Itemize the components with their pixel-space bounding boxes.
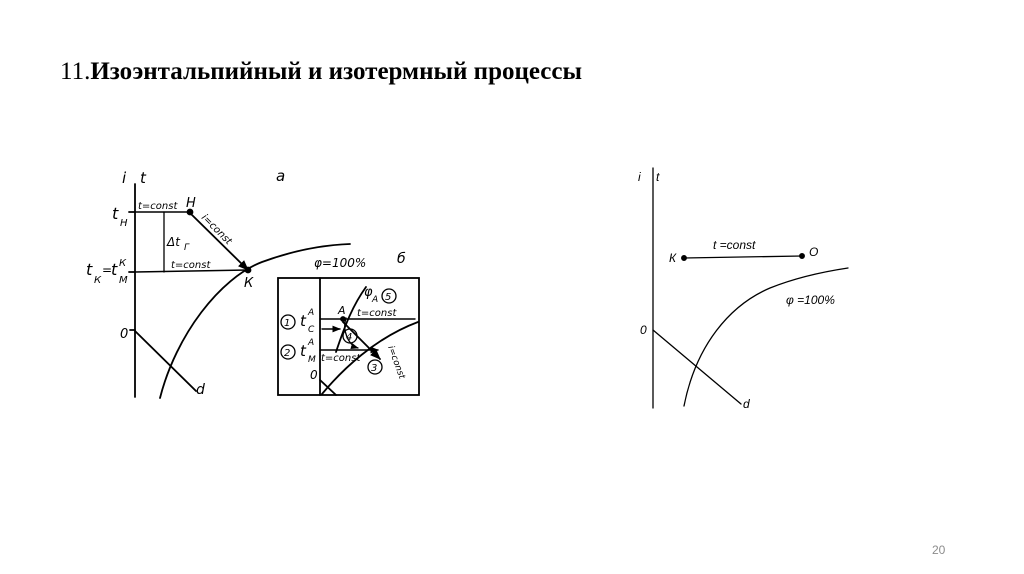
inset-phi-a-sub: А [372,295,379,305]
right-phi-100-label: φ =100% [786,293,835,307]
title-number: 11. [60,58,91,85]
left-delta-t-sub: Г [184,243,190,253]
right-point-o [800,254,805,259]
right-diagram [653,168,848,408]
right-d-label: d [743,397,750,411]
inset-circle-2-label: 2 [284,348,291,359]
right-line-t-const [684,256,802,258]
right-diagram-labels [638,170,835,411]
inset-tm-label: t [300,342,306,360]
inset-phi-a: φ [364,285,373,300]
left-t-const-mid: t=const [171,260,211,271]
inset-i-const: i=const [385,344,407,381]
inset-circle-1-label: 1 [284,318,291,329]
left-i-const: i=const [198,212,234,248]
left-axis-t-label: t [140,169,146,187]
left-point-k [246,268,251,273]
left-diagram-labels [86,167,407,398]
right-axis-t-label: t [656,170,660,184]
left-equals: = [102,263,113,277]
left-origin: 0 [120,327,129,342]
left-tm-sup: К [119,258,127,269]
left-phi-100: φ=100% [314,256,367,270]
left-label-b: б [397,251,406,267]
left-tm-sub: М [119,275,128,286]
inset-t-const-upper: t=const [357,308,397,319]
right-point-k-label: К [669,251,677,265]
left-tn-sub: Н [120,218,128,229]
inset-tc-sub: С [308,325,315,335]
left-tn-label: t [112,204,119,223]
title-text: Изоэнтальпийный и изотермный процессы [90,58,582,85]
inset-tm-sub: М [308,355,316,365]
inset-point-a-label: А [338,304,346,317]
inset-tc-label: t [300,312,306,330]
right-axis-i-label: i [638,170,641,184]
left-point-h-label: Н [186,196,196,211]
left-tk-label: t [86,260,93,279]
left-tk-sub: К [94,275,102,286]
inset-point-a [341,317,345,321]
left-d-label: d [196,382,205,398]
inset-tc-sup: А [308,308,315,318]
left-delta-t: Δt [167,235,180,249]
inset-circle-4-label: 4 [346,332,353,343]
left-tm-label: t [111,260,118,279]
right-point-o-label: О [809,245,819,259]
right-line-d [653,330,741,404]
inset-t-const-lower: t=const [321,353,361,364]
right-point-k [682,256,687,261]
inset-circle-5-label: 5 [385,292,392,303]
page-number: 20 [932,543,946,557]
inset-circle-3-label: 3 [371,363,378,374]
right-origin-label: 0 [640,323,647,337]
right-t-const-label: t =const [713,238,756,252]
left-point-k-label: К [244,276,254,291]
left-diagram [129,184,353,398]
left-t-const-top: t=const [138,201,178,212]
inset-tm-sup: А [308,338,315,348]
left-axis-i-label: i [122,169,127,187]
left-label-a: а [276,167,286,185]
inset-origin: 0 [310,368,318,382]
right-curve-saturation [684,268,848,406]
